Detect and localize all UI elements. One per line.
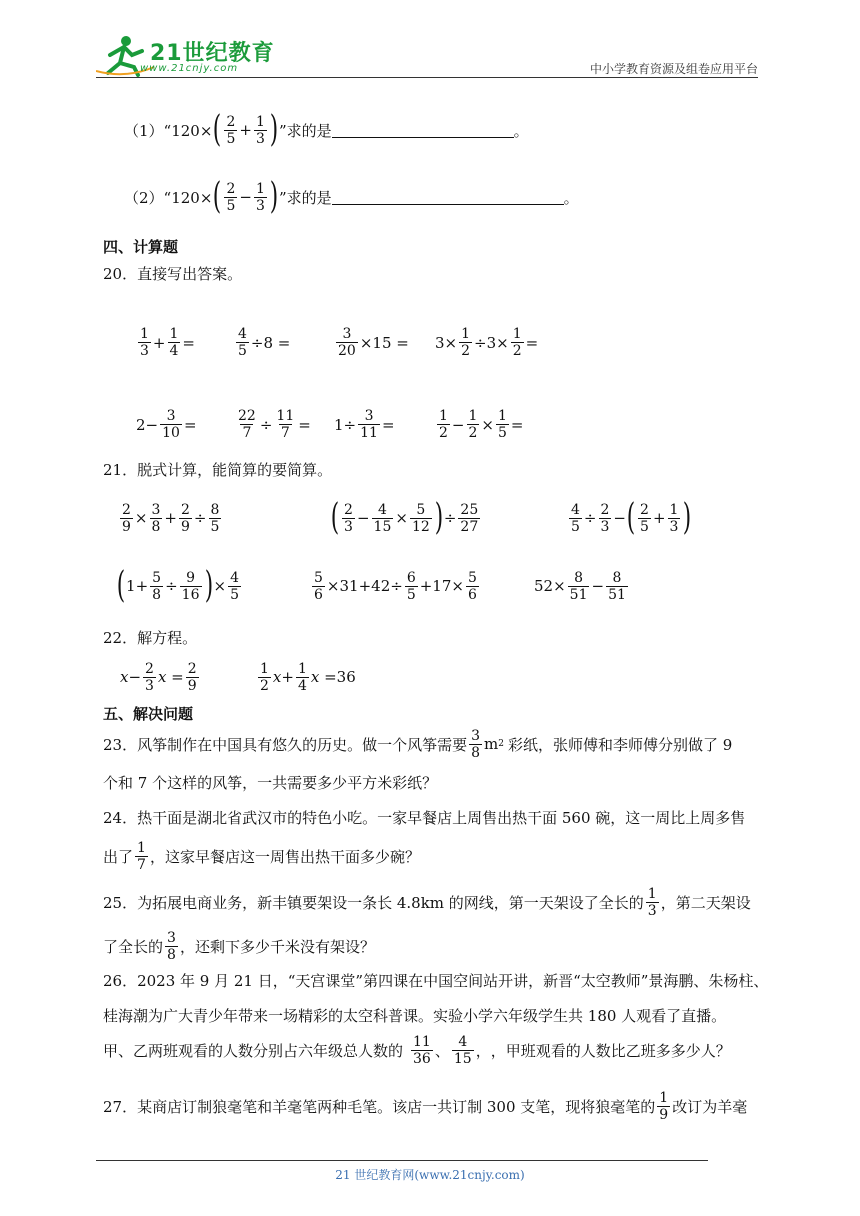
q27-line1: 27．某商店订制狼毫笔和羊毫笔两种毛笔。该店一共订制 300 支笔，现将狼毫笔的 1 9 改订为羊毫 <box>103 1089 748 1123</box>
q24-line1: 24．热干面是湖北省武汉市的特色小吃。一家早餐店上周售出热干面 560 碗，这一周比上周多售 <box>103 809 746 827</box>
q20-expr-1: 1 3 + 1 4 = <box>140 326 195 359</box>
q19-part2-end: 。 <box>563 188 579 207</box>
q19-part1-suffix: ”求的是 <box>278 121 332 140</box>
answer-blank-2[interactable] <box>332 190 564 205</box>
q25-line2: 了全长的 3 8 ，还剩下多少千米没有架设？ <box>103 929 375 963</box>
answer-blank-1[interactable] <box>332 123 514 138</box>
q21-expr-2: ( 2 3 − 4 15 × 5 12 ) ÷ 25 27 <box>330 497 479 538</box>
q19-part1-prefix: （1）“120× <box>124 121 213 140</box>
q21-expr-1: 2 9 × 3 8 + 2 9 ÷ 8 5 <box>122 501 220 535</box>
q25-line1: 25．为拓展电商业务，新丰镇要架设一条长 4.8km 的网线，第一天架设了全长的 1 3 ，第二天架设 <box>103 885 751 919</box>
q26-text-d: ，甲班观看的人数比乙班多多少人？ <box>490 1041 731 1060</box>
q21-expr-4: ( 1+ 5 8 ÷ 9 16 ) × 4 5 <box>116 565 240 606</box>
section-calc-heading: 四、计算题 <box>103 238 179 256</box>
q27-text-b: 改订为羊毫 <box>672 1097 748 1116</box>
logo-text: 21世纪教育 <box>150 41 275 66</box>
q20-expr-6: 22 7 ÷ 11 7 = <box>238 408 311 441</box>
q19-part2-prefix: （2）“120× <box>124 188 213 207</box>
q22-equation-1: x− 2 3 x = 2 9 <box>120 660 197 694</box>
q24-text-b: 出了 <box>103 847 134 866</box>
q23-line2: 个和 7 个这样的风筝，一共需要多少平方米彩纸？ <box>103 774 438 792</box>
q25-text-d: ，还剩下多少千米没有架设？ <box>179 937 375 956</box>
q26-line3: 甲、乙两班观看的人数分别占六年级总人数的 11 36 、 4 15 ， ，甲班观看的人数比乙班多多少人？ <box>103 1033 731 1067</box>
q19-part2: （2）“120× ( 2 5 − 1 3 ) ”求的是 。 <box>124 176 579 217</box>
q25-text-c: 了全长的 <box>103 937 164 956</box>
q20-expr-5: 2− 3 10 = <box>136 408 197 441</box>
q20-expr-2: 4 5 ÷8 = <box>238 326 291 359</box>
q20-expr-3: 3 20 ×15 = <box>338 326 409 359</box>
q26-line1: 26．2023 年 9 月 21 日，“天宫课堂”第四课在中国空间站开讲，新晋“太空教师”景海鹏、朱杨柱、 <box>103 972 769 990</box>
q25-text-a: 25．为拓展电商业务，新丰镇要架设一条长 4.8km 的网线，第一天架设了全长的 <box>103 893 644 912</box>
q20-expr-7: 1÷ 3 11 = <box>334 408 395 441</box>
platform-name: 中小学教育资源及组卷应用平台 <box>589 62 758 76</box>
section-solve-heading: 五、解决问题 <box>103 705 194 723</box>
q22-title: 22．解方程。 <box>103 629 198 647</box>
q23-text-b: 彩纸，张师傅和李师傅分别做了 9 <box>507 735 733 754</box>
logo-url: www.21cnjy.com <box>140 63 239 74</box>
q19-part1: （1）“120× ( 2 5 + 1 3 ) ”求的是 。 <box>124 109 529 150</box>
q24-text-c: ，这家早餐店这一周售出热干面多少碗？ <box>149 847 420 866</box>
q20-expr-8: 1 2 − 1 2 × 1 5 = <box>439 408 524 441</box>
q24-line2: 出了 1 7 ，这家早餐店这一周售出热干面多少碗？ <box>103 839 420 873</box>
q25-text-b: ，第二天架设 <box>660 893 751 912</box>
q20-title: 20．直接写出答案。 <box>103 265 243 283</box>
q21-expr-6: 52× 8 51 − 8 51 <box>534 569 626 603</box>
q22-equation-2: 1 2 x+ 1 4 x = 36 <box>260 660 356 694</box>
q20-expr-4: 3× 1 2 ÷3× 1 2 = <box>435 326 539 359</box>
footer-divider <box>96 1160 708 1161</box>
footer-text[interactable]: 21 世纪教育网(www.21cnjy.com) <box>335 1168 525 1182</box>
q21-title: 21．脱式计算，能简算的要简算。 <box>103 461 333 479</box>
q23-unit: m <box>484 735 499 753</box>
q21-expr-3: 4 5 ÷ 2 3 − ( 2 5 + 1 3 ) <box>571 497 692 538</box>
q26-line2: 桂海潮为广大青少年带来一场精彩的太空科普课。实验小学六年级学生共 180 人观看了直播。 <box>103 1007 727 1025</box>
q27-text-a: 27．某商店订制狼毫笔和羊毫笔两种毛笔。该店一共订制 300 支笔，现将狼毫笔的 <box>103 1097 656 1116</box>
q23-line1: 23．风筝制作在中国具有悠久的历史。做一个风筝需要 3 8 m 2 彩纸，张师傅和李师傅分别做了 9 <box>103 727 733 761</box>
q21-expr-5: 5 6 ×31+42÷ 6 5 +17× 5 6 <box>314 569 477 603</box>
q19-part1-end: 。 <box>513 121 529 140</box>
header-divider <box>96 77 758 78</box>
q26-text-c: 甲、乙两班观看的人数分别占六年级总人数的 <box>103 1041 404 1060</box>
q23-text-a: 23．风筝制作在中国具有悠久的历史。做一个风筝需要 <box>103 735 468 754</box>
q19-part2-suffix: ”求的是 <box>278 188 332 207</box>
